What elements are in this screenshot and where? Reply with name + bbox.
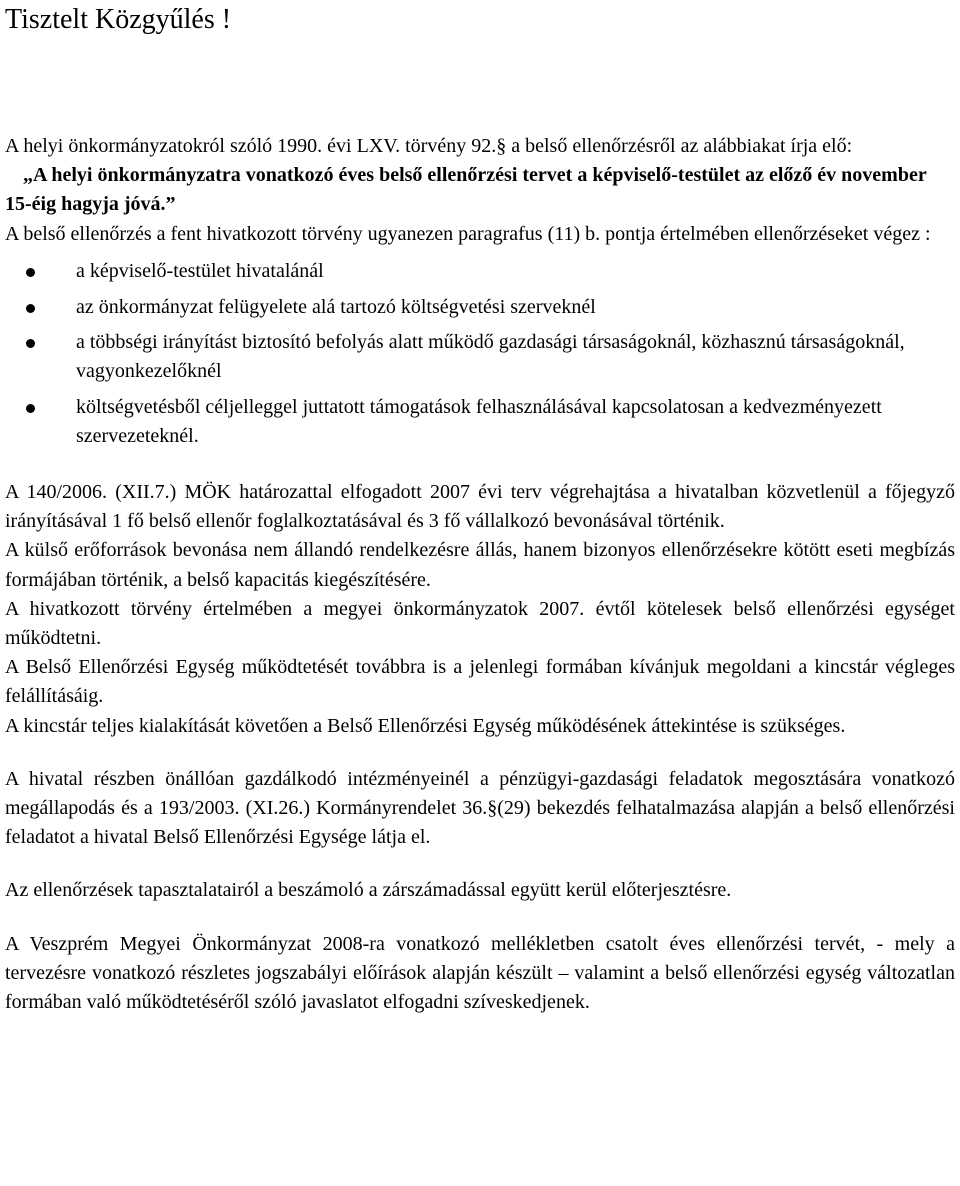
list-item: a többségi irányítást biztosító befolyás alatt működő gazdasági társaságoknál, közhasznú társaságoknál, vagyonkezelőknél	[5, 328, 955, 386]
body-paragraph: A külső erőforrások bevonása nem állandó rendelkezésre állás, hanem bizonyos ellenőrzésekre kötött eseti megbízás formájában történik, a belső kapacitás kiegészítésére.	[5, 539, 955, 591]
list-item: költségvetésből céljelleggel juttatott támogatások felhasználásával kapcsolatosan a kedvezményezett szervezeteknél.	[5, 393, 955, 451]
bullet-list	[5, 257, 955, 452]
intro-paragraph-2: A belső ellenőrzés a fent hivatkozott törvény ugyanezen paragrafus (11) b. pontja értelmében ellenőrzéseket végez :	[5, 222, 931, 245]
page-title: Tisztelt Közgyűlés !	[5, 4, 232, 35]
bullet-icon	[26, 339, 35, 348]
body-paragraph: A Belső Ellenőrzési Egység működtetését továbbra is a jelenlegi formában kívánjuk megoldani a kincstár végleges felállításáig.	[5, 656, 955, 708]
bullet-icon	[26, 268, 35, 277]
list-item: az önkormányzat felügyelete alá tartozó költségvetési szerveknél	[5, 293, 955, 322]
list-item: a képviselő-testület hivatalánál	[5, 257, 955, 286]
bullet-icon	[26, 304, 35, 313]
intro-paragraph: A helyi önkormányzatokról szóló 1990. évi LXV. törvény 92.§ a belső ellenőrzésről az alábbiakat írja elő:	[5, 135, 853, 157]
document-page	[5, 0, 955, 1017]
body-paragraph: A hivatal részben önállóan gazdálkodó intézményeinél a pénzügyi-gazdasági feladatok megosztására vonatkozó megállapodás és a 193/2003. (XI.26.) Kormányrendelet 36.§(29) bekezdés felhatalmazása alapján a belső ellenőrzési feladatot a hivatal Belső Ellenőrzési Egysége látja el.	[5, 767, 955, 849]
body-paragraph: A hivatkozott törvény értelmében a megyei önkormányzatok 2007. évtől kötelesek belső ellenőrzési egységet működtetni.	[5, 597, 955, 650]
body-paragraph: A kincstár teljes kialakítását követően a Belső Ellenőrzési Egység működésének áttekintése is szükséges.	[5, 714, 846, 737]
bullet-icon	[26, 404, 35, 413]
closing-paragraph: A Veszprém Megyei Önkormányzat 2008-ra vonatkozó mellékletben csatolt éves ellenőrzési tervét, - mely a tervezésre vonatkozó részletes jogszabályi előírások alapján készült – valamint a belső ellenőrzési egység változatlan formában való működtetéséről szóló javaslatot elfogadni szíveskedjenek.	[5, 932, 955, 1014]
body-paragraph: A 140/2006. (XII.7.) MÖK határozattal elfogadott 2007 évi terv végrehajtása a hivatalban közvetlenül a főjegyző irányításával 1 fő belső ellenőr foglalkoztatásával és 3 fő vállalkozó bevonásával történik.	[5, 481, 955, 533]
law-quote: „A helyi önkormányzatra vonatkozó éves belső ellenőrzési tervet a képviselő-testület az előző év november 15-éig hagyja jóvá.”	[5, 164, 927, 216]
body-paragraph: Az ellenőrzések tapasztalatairól a beszámoló a zárszámadással együtt kerül előterjesztésre.	[5, 879, 732, 902]
